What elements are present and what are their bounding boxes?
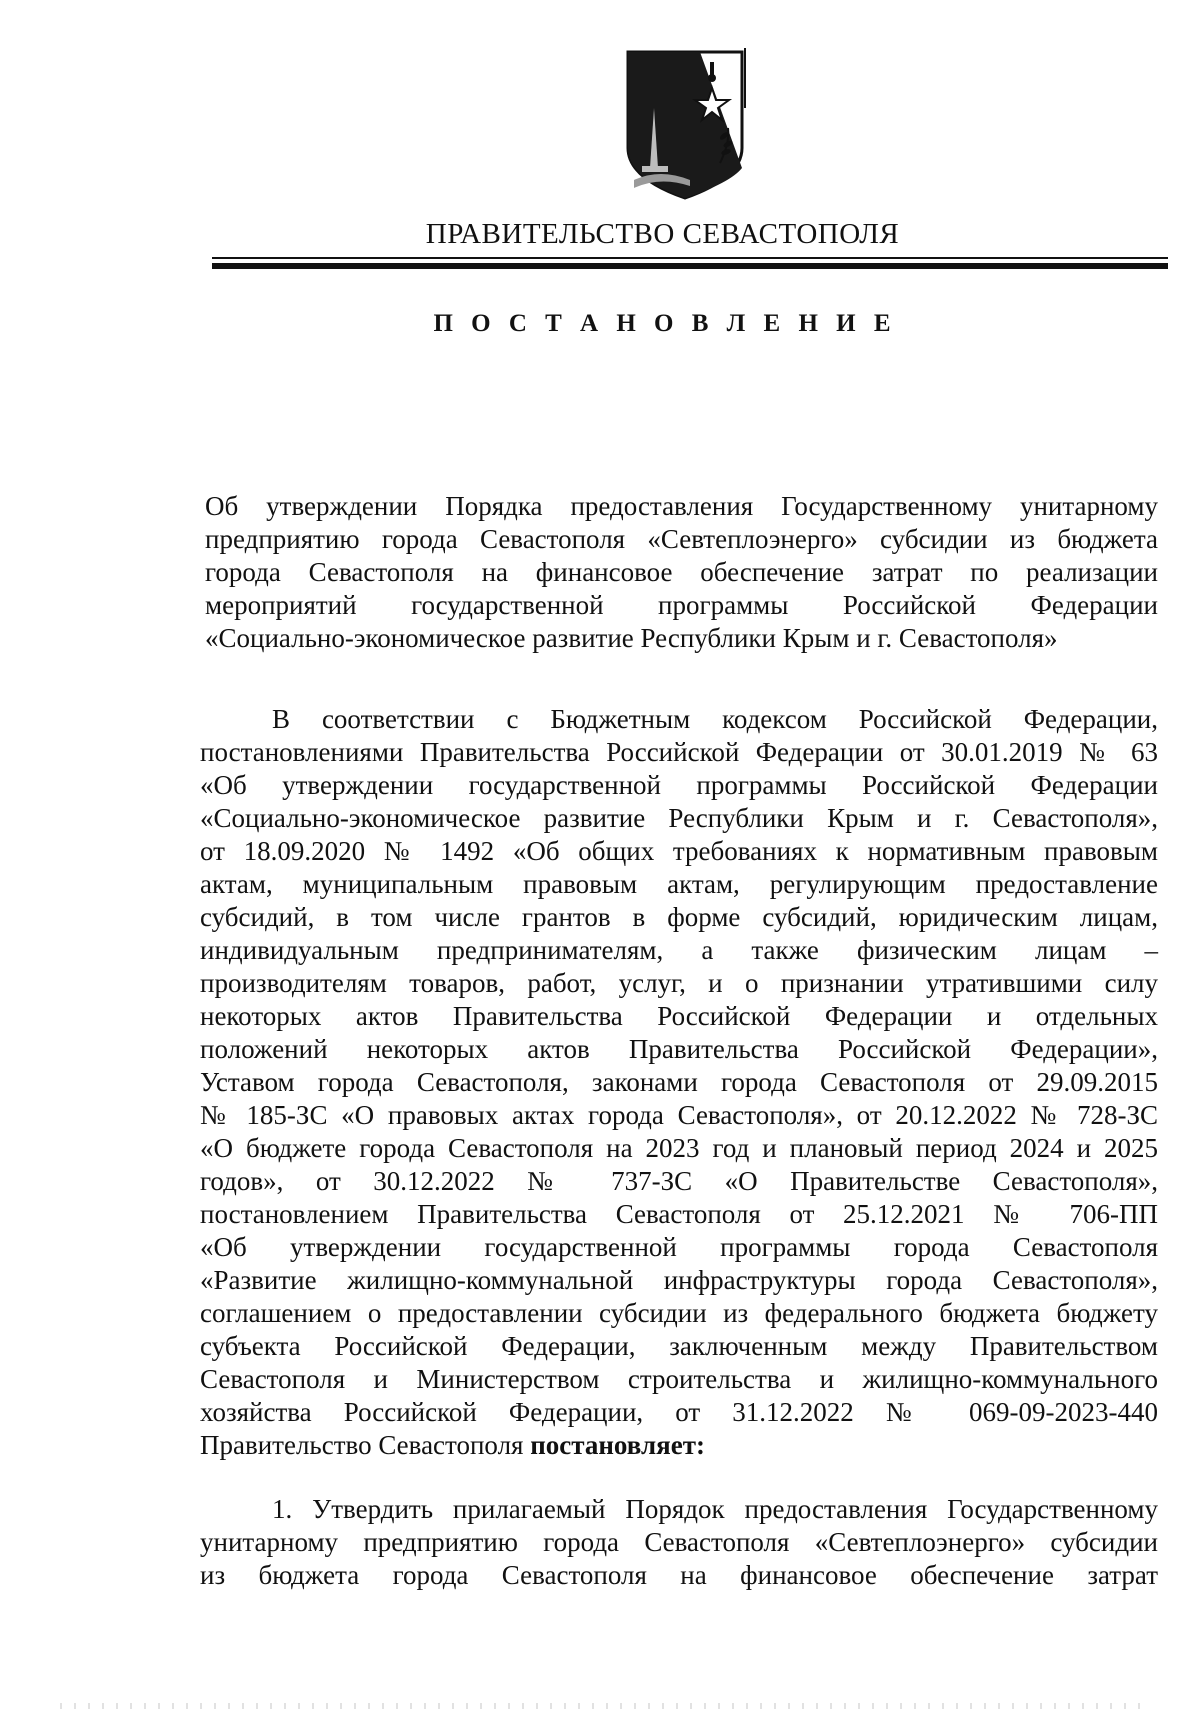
item-1-line: унитарному предприятию города Севастополя «Севтеплоэнерго» субсидии: [200, 1527, 1158, 1557]
preamble-line: «Об утверждении государственной программы города Севастополя: [200, 1232, 1158, 1262]
sevastopol-coat-of-arms-icon: [620, 48, 750, 208]
preamble-line: актам, муниципальным правовым актам, регулирующим предоставление: [200, 869, 1158, 899]
header-rule-thick: [212, 263, 1168, 269]
subject-line: мероприятий государственной программы Российской Федерации: [205, 590, 1158, 620]
document-type-heading: П О С Т А Н О В Л Е Н И Е: [433, 310, 897, 337]
preamble-line: от 18.09.2020 № 1492 «Об общих требованиях к нормативным правовым: [200, 836, 1158, 866]
preamble-line: «Развитие жилищно-коммунальной инфраструктуры города Севастополя»,: [200, 1265, 1158, 1295]
preamble-line: субсидий, в том числе грантов в форме субсидий, юридическим лицам,: [200, 902, 1158, 932]
item-1-line: из бюджета города Севастополя на финансовое обеспечение затрат: [200, 1560, 1158, 1590]
preamble-line: «Об утверждении государственной программы Российской Федерации: [200, 770, 1158, 800]
preamble-line: соглашением о предоставлении субсидии из федерального бюджета бюджету: [200, 1298, 1158, 1328]
scan-artifact: [60, 1703, 1140, 1709]
subject-line: города Севастополя на финансовое обеспечение затрат по реализации: [205, 557, 1158, 587]
preamble-line: постановлениями Правительства Российской Федерации от 30.01.2019 № 63: [200, 737, 1158, 767]
document-subject: [205, 490, 1158, 655]
subject-line: Об утверждении Порядка предоставления Государственному унитарному: [205, 491, 1158, 521]
item-1-line: 1. Утвердить прилагаемый Порядок предоставления Государственному: [272, 1494, 1158, 1524]
subject-line: предприятию города Севастополя «Севтеплоэнерго» субсидии из бюджета: [205, 524, 1158, 554]
preamble-line: Севастополя и Министерством строительства и жилищно-коммунального: [200, 1364, 1158, 1394]
preamble-paragraph: [200, 703, 1158, 1462]
preamble-line: «Социально-экономическое развитие Республики Крым и г. Севастополя»,: [200, 803, 1158, 833]
header-rule-thin: [212, 257, 1168, 259]
preamble-line: некоторых актов Правительства Российской Федерации и отдельных: [200, 1001, 1158, 1031]
subject-line: «Социально-экономическое развитие Республики Крым и г. Севастополя»: [205, 623, 1058, 653]
preamble-line: В соответствии с Бюджетным кодексом Российской Федерации,: [272, 704, 1158, 734]
preamble-line: индивидуальным предпринимателям, а также физическим лицам –: [200, 935, 1158, 965]
preamble-line: «О бюджете города Севастополя на 2023 год и плановый период 2024 и 2025: [200, 1133, 1158, 1163]
preamble-line: Уставом города Севастополя, законами города Севастополя от 29.09.2015: [200, 1067, 1158, 1097]
government-name: ПРАВИТЕЛЬСТВО СЕВАСТОПОЛЯ: [425, 218, 900, 250]
preamble-closing-line: [200, 1429, 1158, 1462]
preamble-line: производителям товаров, работ, услуг, и о признании утратившими силу: [200, 968, 1158, 998]
resolves-keyword: постановляет:: [530, 1430, 705, 1460]
preamble-line: № 185-ЗС «О правовых актах города Севастополя», от 20.12.2022 № 728-ЗС: [200, 1100, 1158, 1130]
preamble-closing-text: Правительство Севастополя: [200, 1430, 531, 1460]
preamble-line: годов», от 30.12.2022 № 737-ЗС «О Правительстве Севастополя»,: [200, 1166, 1158, 1196]
preamble-line: постановлением Правительства Севастополя от 25.12.2021 № 706-ПП: [200, 1199, 1158, 1229]
preamble-line: положений некоторых актов Правительства Российской Федерации»,: [200, 1034, 1158, 1064]
preamble-line: субъекта Российской Федерации, заключенным между Правительством: [200, 1331, 1158, 1361]
item-1-paragraph: [200, 1493, 1158, 1592]
preamble-line: хозяйства Российской Федерации, от 31.12.2022 № 069-09-2023-440: [200, 1397, 1158, 1427]
